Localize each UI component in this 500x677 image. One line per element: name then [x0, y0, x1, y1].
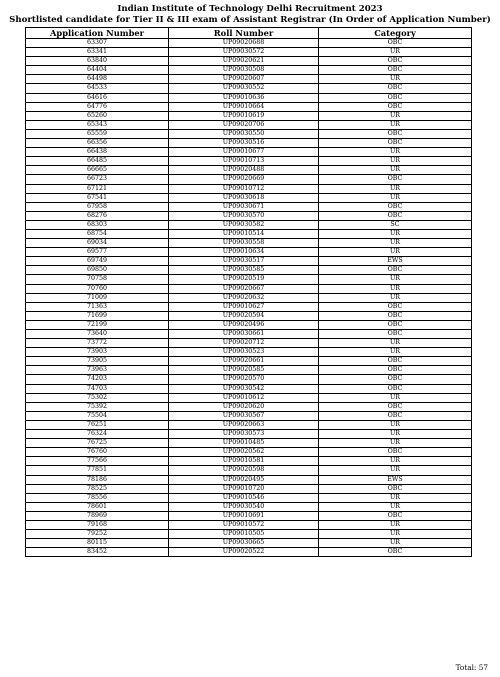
category-cell: OBC — [319, 484, 472, 493]
roll-number-cell: UP09030540 — [169, 502, 319, 511]
roll-number-cell: UP09020663 — [169, 420, 319, 429]
application-number-cell: 63341 — [26, 48, 169, 57]
category-cell: EWS — [319, 475, 472, 484]
table-row — [26, 330, 472, 339]
application-number-cell: 74703 — [26, 384, 169, 393]
category-cell: OBC — [319, 211, 472, 220]
roll-number-cell: UP09030567 — [169, 411, 319, 420]
table-row — [26, 166, 472, 175]
table-row — [26, 229, 472, 238]
category-cell: OBC — [319, 57, 472, 66]
application-number-cell: 63307 — [26, 39, 169, 48]
header-application-number: Application Number — [26, 28, 169, 39]
application-number-cell: 64498 — [26, 75, 169, 84]
shortlist-table — [25, 27, 472, 557]
application-number-cell: 76725 — [26, 439, 169, 448]
application-number-cell: 78601 — [26, 502, 169, 511]
table-row — [26, 202, 472, 211]
header-roll-number: Roll Number — [169, 28, 319, 39]
table-row — [26, 129, 472, 138]
category-cell: UR — [319, 120, 472, 129]
table-row — [26, 384, 472, 393]
application-number-cell: 64776 — [26, 102, 169, 111]
roll-number-cell: UP09010677 — [169, 148, 319, 157]
category-cell: UR — [319, 393, 472, 402]
application-number-cell: 64404 — [26, 66, 169, 75]
category-cell: OBC — [319, 175, 472, 184]
application-number-cell: 78556 — [26, 493, 169, 502]
table-row — [26, 120, 472, 129]
roll-number-cell: UP09020632 — [169, 293, 319, 302]
roll-number-cell: UP09020688 — [169, 39, 319, 48]
category-cell: OBC — [319, 93, 472, 102]
category-cell: SC — [319, 220, 472, 229]
table-row — [26, 448, 472, 457]
application-number-cell: 65343 — [26, 120, 169, 129]
table-header-row — [26, 28, 472, 39]
application-number-cell: 68303 — [26, 220, 169, 229]
category-cell: UR — [319, 502, 472, 511]
roll-number-cell: UP09010712 — [169, 184, 319, 193]
application-number-cell: 70760 — [26, 284, 169, 293]
table-row — [26, 411, 472, 420]
category-cell: UR — [319, 284, 472, 293]
application-number-cell: 71363 — [26, 302, 169, 311]
application-number-cell: 80115 — [26, 539, 169, 548]
category-cell: UR — [319, 339, 472, 348]
roll-number-cell: UP09020667 — [169, 284, 319, 293]
application-number-cell: 63840 — [26, 57, 169, 66]
application-number-cell: 69577 — [26, 248, 169, 257]
roll-number-cell: UP09010546 — [169, 493, 319, 502]
category-cell: UR — [319, 111, 472, 120]
table-row — [26, 339, 472, 348]
table-row — [26, 184, 472, 193]
table-row — [26, 239, 472, 248]
table-body — [26, 39, 472, 557]
category-cell: OBC — [319, 357, 472, 366]
total-count: Total: 57 — [455, 663, 488, 672]
table-row — [26, 320, 472, 329]
table-row — [26, 311, 472, 320]
application-number-cell: 73640 — [26, 330, 169, 339]
application-number-cell: 67541 — [26, 193, 169, 202]
table-row — [26, 266, 472, 275]
table-row — [26, 457, 472, 466]
table-row — [26, 302, 472, 311]
roll-number-cell: UP09010581 — [169, 457, 319, 466]
category-cell: UR — [319, 248, 472, 257]
roll-number-cell: UP09030661 — [169, 330, 319, 339]
roll-number-cell: UP09010691 — [169, 511, 319, 520]
application-number-cell: 69034 — [26, 239, 169, 248]
roll-number-cell: UP09010664 — [169, 102, 319, 111]
roll-number-cell: UP09030671 — [169, 202, 319, 211]
table-row — [26, 420, 472, 429]
application-number-cell: 65559 — [26, 129, 169, 138]
category-cell: UR — [319, 530, 472, 539]
table-row — [26, 548, 472, 557]
application-number-cell: 77851 — [26, 466, 169, 475]
table-row — [26, 502, 472, 511]
category-cell: EWS — [319, 257, 472, 266]
category-cell: UR — [319, 420, 472, 429]
table-row — [26, 148, 472, 157]
category-cell: UR — [319, 520, 472, 529]
application-number-cell: 75392 — [26, 402, 169, 411]
roll-number-cell: UP09020598 — [169, 466, 319, 475]
roll-number-cell: UP09020519 — [169, 275, 319, 284]
table-row — [26, 211, 472, 220]
application-number-cell: 78525 — [26, 484, 169, 493]
category-cell: OBC — [319, 302, 472, 311]
table-row — [26, 511, 472, 520]
table-row — [26, 348, 472, 357]
application-number-cell: 75302 — [26, 393, 169, 402]
roll-number-cell: UP09030550 — [169, 129, 319, 138]
application-number-cell: 69749 — [26, 257, 169, 266]
application-number-cell: 65260 — [26, 111, 169, 120]
category-cell: OBC — [319, 548, 472, 557]
category-cell: OBC — [319, 139, 472, 148]
roll-number-cell: UP09010572 — [169, 520, 319, 529]
application-number-cell: 64616 — [26, 93, 169, 102]
table-row — [26, 84, 472, 93]
table-row — [26, 39, 472, 48]
page-subtitle: Shortlisted candidate for Tier II & III exam of Assistant Registrar (In Order of Application Number) — [9, 15, 491, 25]
table-row — [26, 102, 472, 111]
table-row — [26, 57, 472, 66]
roll-number-cell: UP09010505 — [169, 530, 319, 539]
roll-number-cell: UP09020570 — [169, 375, 319, 384]
application-number-cell: 67121 — [26, 184, 169, 193]
application-number-cell: 73963 — [26, 366, 169, 375]
category-cell: OBC — [319, 511, 472, 520]
category-cell: UR — [319, 293, 472, 302]
application-number-cell: 68754 — [26, 229, 169, 238]
category-cell: UR — [319, 193, 472, 202]
table-row — [26, 248, 472, 257]
roll-number-cell: UP09010612 — [169, 393, 319, 402]
category-cell: OBC — [319, 411, 472, 420]
roll-number-cell: UP09010514 — [169, 229, 319, 238]
table-row — [26, 430, 472, 439]
category-cell: UR — [319, 439, 472, 448]
category-cell: UR — [319, 75, 472, 84]
roll-number-cell: UP09030516 — [169, 139, 319, 148]
category-cell: OBC — [319, 266, 472, 275]
roll-number-cell: UP09030665 — [169, 539, 319, 548]
category-cell: OBC — [319, 311, 472, 320]
roll-number-cell: UP09020495 — [169, 475, 319, 484]
category-cell: OBC — [319, 320, 472, 329]
table-row — [26, 293, 472, 302]
roll-number-cell: UP09010485 — [169, 439, 319, 448]
table-row — [26, 284, 472, 293]
roll-number-cell: UP09020585 — [169, 366, 319, 375]
category-cell: UR — [319, 466, 472, 475]
category-cell: UR — [319, 239, 472, 248]
table-row — [26, 402, 472, 411]
application-number-cell: 79252 — [26, 530, 169, 539]
category-cell: OBC — [319, 84, 472, 93]
category-cell: UR — [319, 539, 472, 548]
category-cell: OBC — [319, 129, 472, 138]
application-number-cell: 71699 — [26, 311, 169, 320]
application-number-cell: 66438 — [26, 148, 169, 157]
category-cell: UR — [319, 48, 472, 57]
category-cell: UR — [319, 275, 472, 284]
table-row — [26, 139, 472, 148]
roll-number-cell: UP09020620 — [169, 402, 319, 411]
roll-number-cell: UP09020522 — [169, 548, 319, 557]
header-category: Category — [319, 28, 472, 39]
category-cell: UR — [319, 493, 472, 502]
table-row — [26, 75, 472, 84]
category-cell: UR — [319, 457, 472, 466]
roll-number-cell: UP09020607 — [169, 75, 319, 84]
table-row — [26, 357, 472, 366]
roll-number-cell: UP09030508 — [169, 66, 319, 75]
category-cell: OBC — [319, 366, 472, 375]
application-number-cell: 76324 — [26, 430, 169, 439]
roll-number-cell: UP09030552 — [169, 84, 319, 93]
category-cell: OBC — [319, 402, 472, 411]
application-number-cell: 69850 — [26, 266, 169, 275]
roll-number-cell: UP09030573 — [169, 430, 319, 439]
roll-number-cell: UP09010636 — [169, 93, 319, 102]
table-row — [26, 48, 472, 57]
category-cell: OBC — [319, 39, 472, 48]
page-title: Indian Institute of Technology Delhi Recruitment 2023 — [117, 4, 383, 14]
roll-number-cell: UP09030558 — [169, 239, 319, 248]
category-cell: OBC — [319, 330, 472, 339]
category-cell: OBC — [319, 202, 472, 211]
roll-number-cell: UP09030542 — [169, 384, 319, 393]
application-number-cell: 66665 — [26, 166, 169, 175]
table-row — [26, 439, 472, 448]
roll-number-cell: UP09030523 — [169, 348, 319, 357]
roll-number-cell: UP09010634 — [169, 248, 319, 257]
roll-number-cell: UP09030618 — [169, 193, 319, 202]
application-number-cell: 70758 — [26, 275, 169, 284]
roll-number-cell: UP09010713 — [169, 157, 319, 166]
category-cell: OBC — [319, 102, 472, 111]
application-number-cell: 66723 — [26, 175, 169, 184]
table-row — [26, 111, 472, 120]
category-cell: UR — [319, 148, 472, 157]
category-cell: UR — [319, 430, 472, 439]
category-cell: OBC — [319, 375, 472, 384]
roll-number-cell: UP09020594 — [169, 311, 319, 320]
application-number-cell: 73903 — [26, 348, 169, 357]
roll-number-cell: UP09010619 — [169, 111, 319, 120]
category-cell: UR — [319, 184, 472, 193]
table-row — [26, 539, 472, 548]
roll-number-cell: UP09020669 — [169, 175, 319, 184]
category-cell: OBC — [319, 66, 472, 75]
table-row — [26, 193, 472, 202]
category-cell: UR — [319, 166, 472, 175]
roll-number-cell: UP09020661 — [169, 357, 319, 366]
table-row — [26, 175, 472, 184]
table-row — [26, 157, 472, 166]
application-number-cell: 75504 — [26, 411, 169, 420]
roll-number-cell: UP09030582 — [169, 220, 319, 229]
roll-number-cell: UP09020712 — [169, 339, 319, 348]
category-cell: UR — [319, 157, 472, 166]
application-number-cell: 76760 — [26, 448, 169, 457]
roll-number-cell: UP09010627 — [169, 302, 319, 311]
application-number-cell: 72199 — [26, 320, 169, 329]
application-number-cell: 66356 — [26, 139, 169, 148]
table-row — [26, 530, 472, 539]
application-number-cell: 78186 — [26, 475, 169, 484]
category-cell: OBC — [319, 448, 472, 457]
table-row — [26, 375, 472, 384]
roll-number-cell: UP09010720 — [169, 484, 319, 493]
table-row — [26, 275, 472, 284]
application-number-cell: 73905 — [26, 357, 169, 366]
roll-number-cell: UP09030517 — [169, 257, 319, 266]
application-number-cell: 73772 — [26, 339, 169, 348]
table-row — [26, 493, 472, 502]
application-number-cell: 76251 — [26, 420, 169, 429]
table-row — [26, 366, 472, 375]
application-number-cell: 67958 — [26, 202, 169, 211]
application-number-cell: 83452 — [26, 548, 169, 557]
application-number-cell: 74203 — [26, 375, 169, 384]
table-row — [26, 66, 472, 75]
application-number-cell: 79168 — [26, 520, 169, 529]
category-cell: UR — [319, 229, 472, 238]
table-row — [26, 466, 472, 475]
table-row — [26, 475, 472, 484]
application-number-cell: 71009 — [26, 293, 169, 302]
roll-number-cell: UP09020488 — [169, 166, 319, 175]
category-cell: OBC — [319, 384, 472, 393]
table-row — [26, 393, 472, 402]
table-row — [26, 220, 472, 229]
roll-number-cell: UP09030570 — [169, 211, 319, 220]
roll-number-cell: UP09020562 — [169, 448, 319, 457]
application-number-cell: 77566 — [26, 457, 169, 466]
roll-number-cell: UP09030585 — [169, 266, 319, 275]
roll-number-cell: UP09030572 — [169, 48, 319, 57]
roll-number-cell: UP09020621 — [169, 57, 319, 66]
table-row — [26, 484, 472, 493]
roll-number-cell: UP09020706 — [169, 120, 319, 129]
table-row — [26, 257, 472, 266]
category-cell: UR — [319, 348, 472, 357]
roll-number-cell: UP09020496 — [169, 320, 319, 329]
application-number-cell: 78969 — [26, 511, 169, 520]
application-number-cell: 68276 — [26, 211, 169, 220]
table-row — [26, 520, 472, 529]
application-number-cell: 64533 — [26, 84, 169, 93]
table-row — [26, 93, 472, 102]
application-number-cell: 66485 — [26, 157, 169, 166]
